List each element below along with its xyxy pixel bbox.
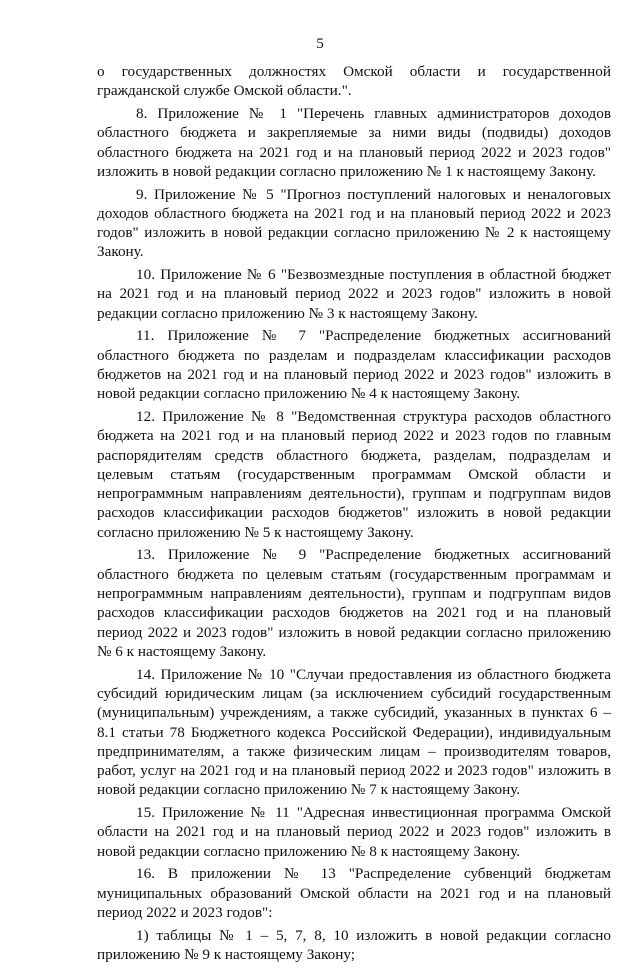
paragraph-item-10: 10. Приложение № 6 "Безвозмездные поступления в областной бюджет на 2021 год и на плановый период 2022 и 2023 годов" изложить в новой редакции согласно приложению № 3 к настоящему Закону.	[97, 266, 611, 322]
paragraph-item-16: 16. В приложении № 13 "Распределение субвенций бюджетам муниципальных образований Омской области на 2021 год и на плановый период 2022 и 2023 годов":	[97, 865, 611, 921]
paragraph-item-14: 14. Приложение № 10 "Случаи предоставления из областного бюджета субсидий юридическим лицам (за исключением субсидий государственным (муниципальным) учреждениям, а также субсидий, указанных в пунктах 6 – 8.1 статьи 78 Бюджетного кодекса Российской Федерации), индивидуальным предпринимателям, а также физическим лицам – производителям товаров, работ, услуг на 2021 год и на плановый период 2022 и 2023 годов" изложить в новой редакции согласно приложению № 7 к настоящему Закону.	[97, 665, 611, 799]
page-number: 5	[316, 35, 324, 52]
paragraph-item-13: 13. Приложение № 9 "Распределение бюджетных ассигнований областного бюджета по целевым статьям (государственным программам и непрограммным направлениям деятельности), группам и подгруппам видов расходов классификации расходов бюджетов на 2021 год и на плановый период 2022 и 2023 годов" изложить в новой редакции согласно приложению № 6 к настоящему Закону.	[97, 546, 611, 660]
paragraph-continuation: о государственных должностях Омской области и государственной гражданской службе Омской области.".	[97, 63, 611, 100]
paragraph-item-8: 8. Приложение № 1 "Перечень главных администраторов доходов областного бюджета и закрепляемые за ними виды (подвиды) доходов областного бюджета на 2021 год и на плановый период 2022 и 2023 годов" изложить в новой редакции согласно приложению № 1 к настоящему Закону.	[97, 104, 611, 180]
paragraph-item-11: 11. Приложение № 7 "Распределение бюджетных ассигнований областного бюджета по разделам и подразделам классификации расходов бюджетов на 2021 год и на плановый период 2022 и 2023 годов" изложить в новой редакции согласно приложению № 4 к настоящему Закону.	[97, 327, 611, 403]
document-body	[97, 62, 611, 968]
paragraph-item-12: 12. Приложение № 8 "Ведомственная структура расходов областного бюджета на 2021 год и на плановый период 2022 и 2023 годов по главным распорядителям средств областного бюджета, разделам, подразделам и целевым статьям (государственным программам Омской области и непрограммным направлениям деятельности), группам и подгруппам видов расходов классификации расходов бюджетов" изложить в новой редакции согласно приложению № 5 к настоящему Закону.	[97, 408, 611, 541]
paragraph-subitem-1: 1) таблицы № 1 – 5, 7, 8, 10 изложить в новой редакции согласно приложению № 9 к настоящему Закону;	[97, 926, 611, 963]
paragraph-item-9: 9. Приложение № 5 "Прогноз поступлений налоговых и неналоговых доходов областного бюджета на 2021 год и на плановый период 2022 и 2023 годов" изложить в новой редакции согласно приложению № 2 к настоящему Закону.	[97, 185, 611, 261]
paragraph-item-15: 15. Приложение № 11 "Адресная инвестиционная программа Омской области на 2021 год и на плановый период 2022 и 2023 годов" изложить в новой редакции согласно приложению № 8 к настоящему Закону.	[97, 804, 611, 860]
